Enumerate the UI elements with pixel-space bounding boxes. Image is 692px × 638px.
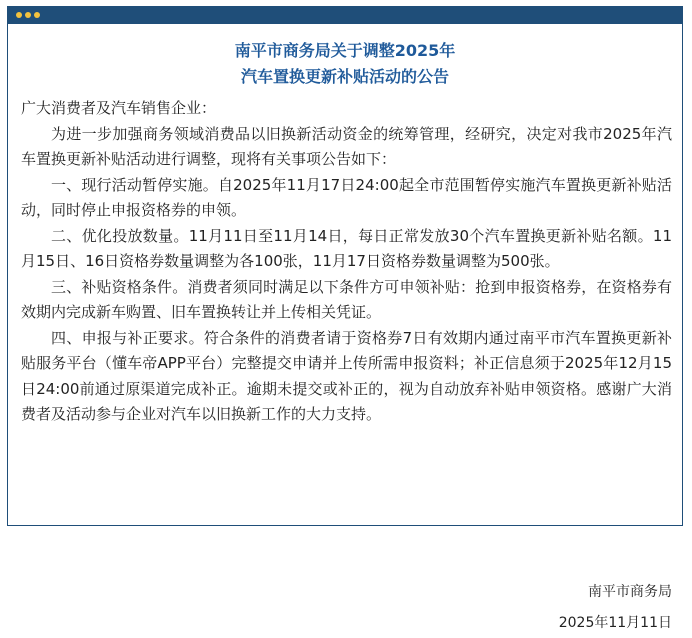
paragraph-item-2: 二、优化投放数量。11月11日至11月14日，每日正常发放30个汽车置换更新补贴名额。11月15日、16日资格券数量调整为各100张，11月17日资格券数量调整为500张。 (21, 226, 672, 270)
card-header-bar (8, 7, 682, 24)
signature-org: 南平市商务局 (588, 584, 672, 600)
paragraph-item-1: 一、现行活动暂停实施。自2025年11月17日24:00起全市范围暂停实施汽车置换更新补贴活动，同时停止申报资格券的申领。 (21, 175, 672, 219)
salutation: 广大消费者及汽车销售企业： (21, 99, 217, 117)
dot-icon (16, 12, 22, 18)
paragraph-item-3: 三、补贴资格条件。消费者须同时满足以下条件方可申领补贴：抢到申报资格券，在资格券有效期内完成新车购置、旧车置换转让并上传相关凭证。 (21, 277, 672, 321)
window-dots (16, 12, 40, 18)
paragraph-intro: 为进一步加强商务领域消费品以旧换新活动资金的统筹管理，经研究，决定对我市2025年汽车置换更新补贴活动进行调整，现将有关事项公告如下： (21, 124, 672, 168)
notice-card (7, 6, 683, 526)
notice-title-line-2: 汽车置换更新补贴活动的公告 (240, 67, 449, 86)
paragraph-item-4: 四、申报与补正要求。符合条件的消费者请于资格券7日有效期内通过南平市汽车置换更新补贴服务平台（懂车帝APP平台）完整提交申请并上传所需申报资料；补正信息须于2025年12月15日24:00前通过原渠道完成补正。逾期未提交或补正的，视为自动放弃补贴申领资格。感谢广大消费者及活动参与企业对汽车以旧换新工作的大力支持。 (21, 328, 672, 423)
signature-date: 2025年11月11日 (558, 615, 672, 631)
dot-icon (34, 12, 40, 18)
dot-icon (25, 12, 31, 18)
notice-title-line-1: 南平市商务局关于调整2025年 (234, 41, 456, 60)
notice-title (8, 38, 682, 90)
notice-body (21, 96, 672, 428)
